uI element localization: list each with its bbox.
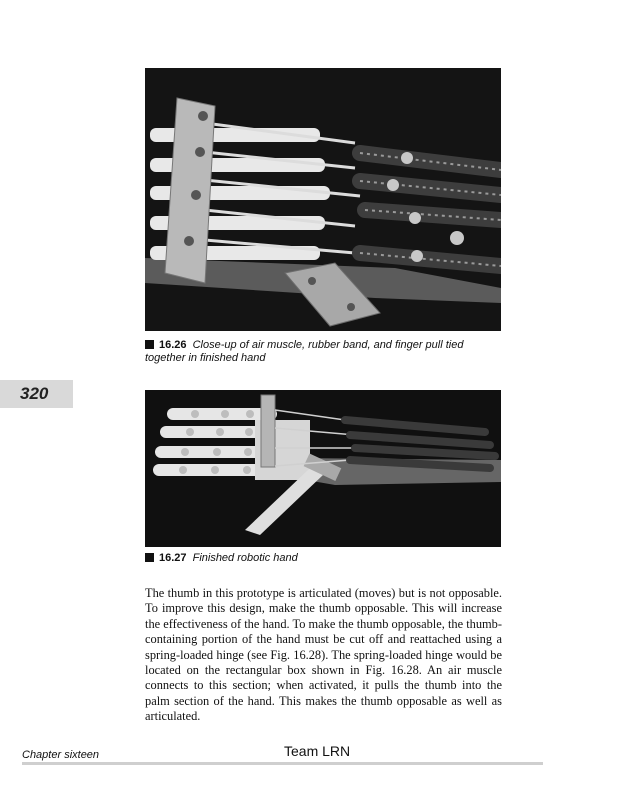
caption-bullet-icon	[145, 340, 154, 349]
figure-number: 16.26	[159, 339, 187, 351]
footer-divider	[22, 762, 543, 765]
figure-caption-text: Close-up of air muscle, rubber band, and finger pull tied together in finished hand	[145, 339, 464, 364]
body-paragraph: The thumb in this prototype is articulated (moves) but is not opposable. To improve this design, make the thumb opposable. This will increase the effectiveness of the hand. To make the thumb opposable, the thumb-containing portion of the hand must be cut off and reattached using a spring-loaded hinge (see Fig. 16.28). The spring-loaded hinge would be located on the rectangular box shown in Fig. 16.28. An air muscle connects to this section; when activated, it pulls the thumb into the palm section of the hand. This makes the thumb opposable as well as articulated.	[145, 586, 502, 724]
page-number: 320	[20, 384, 49, 403]
footer-chapter-label: Chapter sixteen	[22, 749, 100, 761]
figure-number: 16.27	[159, 552, 187, 564]
figure-16-26-caption	[145, 339, 502, 365]
caption-bullet-icon	[145, 553, 154, 562]
figure-16-27-photo	[145, 390, 501, 547]
figure-16-26-photo	[145, 68, 501, 331]
figure-16-27-caption	[145, 552, 502, 565]
footer-credit: Team LRN	[284, 743, 351, 759]
figure-caption-text: Finished robotic hand	[192, 552, 298, 564]
page-number-tab	[0, 380, 73, 408]
